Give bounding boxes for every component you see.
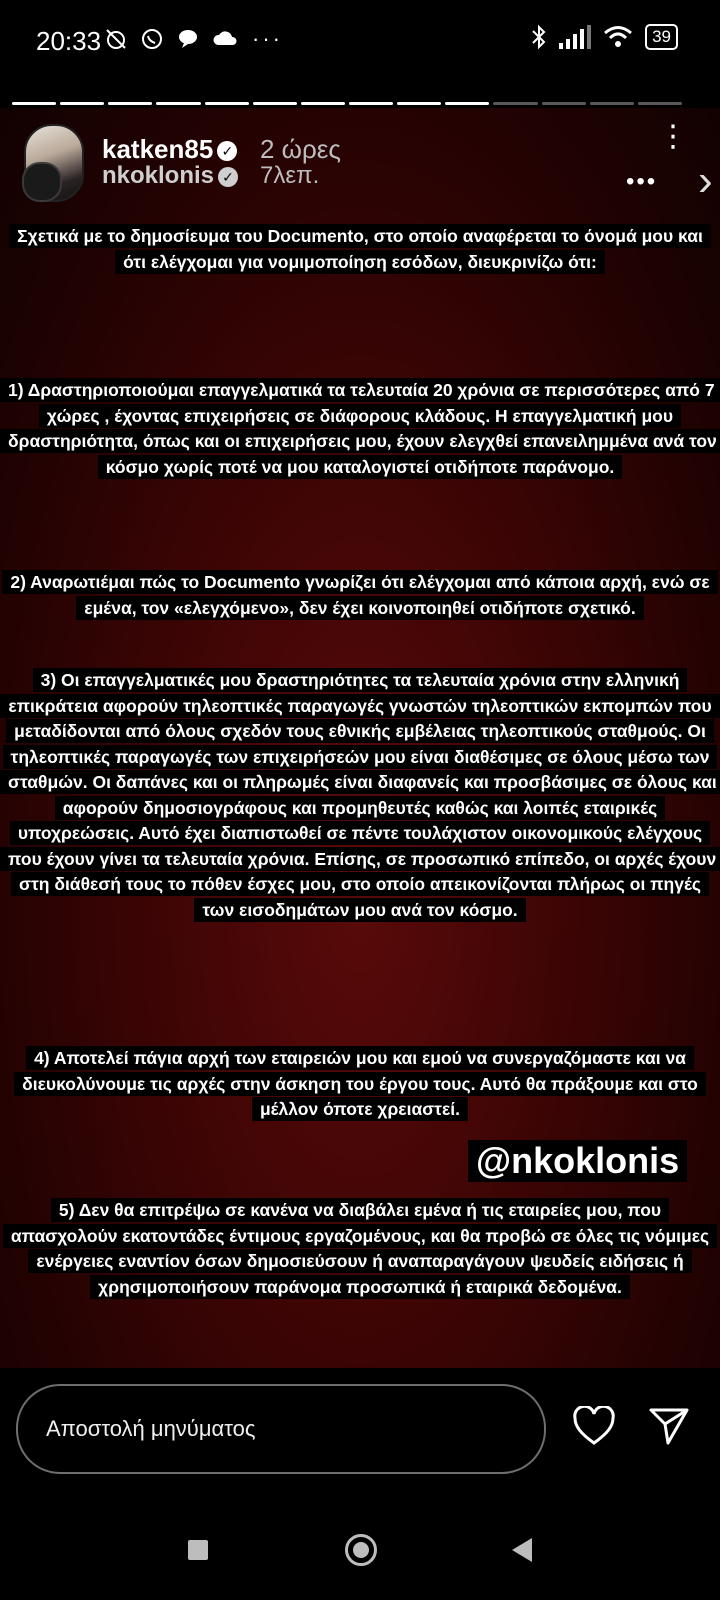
back-button[interactable] (512, 1538, 532, 1562)
signal-icon (559, 25, 591, 49)
send-icon[interactable] (648, 1406, 690, 1446)
paragraph-text: 2) Αναρωτιέμαι πώς το Documento γνωρίζει ότι ελέγχομαι από κάποια αρχή, ενώ σε εμένα, τον «ελεγχόμενο», δεν έχει κοινοποιηθεί οτιδήποτε σχετικό. (2, 570, 717, 620)
status-bar (0, 0, 720, 82)
heart-icon[interactable] (572, 1406, 616, 1446)
progress-segment (12, 102, 56, 105)
progress-segment (638, 102, 682, 105)
mention-tag[interactable]: @nkoklonis (468, 1140, 687, 1182)
progress-segment (60, 102, 104, 105)
post-time-secondary: 7λεπ. (260, 162, 320, 189)
progress-segment (445, 102, 489, 105)
story-paragraph-2 (0, 570, 720, 621)
progress-segment (253, 102, 297, 105)
status-left-icons (104, 26, 283, 52)
progress-segment (301, 102, 345, 105)
more-horizontal-glyph: ••• (626, 168, 658, 195)
progress-segment (493, 102, 537, 105)
verified-badge-icon: ✓ (218, 167, 238, 187)
story-progress (12, 102, 682, 105)
progress-segment (397, 102, 441, 105)
story-paragraph-4 (0, 1046, 720, 1123)
paragraph-text: 3) Οι επαγγελματικές μου δραστηριότητες τα τελευταία χρόνια στην ελληνική επικράτεια αφορούν τηλεοπτικές παραγωγές γνωστών τηλεοπτικών εκπομπών που μεταδίδονται από όλους σχεδόν τους εθνικής εμβέλειας τηλεοπτικούς σταθμούς. Οι τηλεοπτικές παραγωγές των επιχειρήσεών μου είναι διαθέσιμες σε όλους μέσω των σταθμών. Οι δαπάνες και οι πληρωμές είναι διαφανείς και προσβάσιμες σε όλους και αφορούν δημοσιογράφους και προμηθευτές καθώς και λοιπές εταιρικές υποχρεώσεις. Αυτό έχει διαπιστωθεί σε πέντε τουλάχιστον οικονομικούς ελέγχους που έχουν γίνει τα τελευταία χρόνια. Επίσης, σε προσωπικό επίπεδο, οι αρχές έχουν στη διάθεσή τους το πόθεν έσχες μου, στο οποίο απεικονίζονται πλήρως οι πηγές των εισοδημάτων μου ανά τον κόσμο. (0, 668, 720, 922)
progress-segment (349, 102, 393, 105)
system-nav-bar (0, 1520, 720, 1600)
next-story-icon[interactable] (698, 156, 713, 206)
progress-segment (542, 102, 586, 105)
more-dots-icon: ··· (252, 26, 283, 51)
message-input[interactable] (18, 1386, 544, 1472)
wifi-icon (603, 25, 633, 49)
home-button[interactable] (345, 1534, 377, 1566)
paragraph-text: 5) Δεν θα επιτρέψω σε κανένα να διαβάλει εμένα ή τις εταιρείες μου, που απασχολούν εκατοντάδες έντιμους εργαζομένους, και θα προβώ σε όλες τις νόμιμες ενέργειες εναντίον όσων δημοσιεύσουν ή αναπαραγάγουν ψευδείς ειδήσεις ή χρησιμοποιήσουν παράνομα προσωπικά ή εταιρικά δεδομένα. (3, 1198, 717, 1299)
avatar-secondary[interactable] (22, 162, 62, 202)
paragraph-text: 4) Αποτελεί πάγια αρχή των εταιρειών μου και εμού να συνεργαζόμαστε και να διευκολύνουμε τις αρχές στην άσκηση του έργου τους. Αυτό θα πράξουμε και στο μέλλον όποτε χρειαστεί. (14, 1046, 706, 1121)
story-paragraph-5 (0, 1198, 720, 1300)
story-paragraph-1 (0, 378, 720, 480)
more-horizontal-icon[interactable] (626, 168, 657, 196)
post-time-primary: 2 ώρες (260, 134, 341, 164)
paragraph-text: 1) Δραστηριοποιούμαι επαγγελματικά τα τελευταία 20 χρόνια σε περισσότερες από 7 χώρες , έχοντας επιχειρήσεις σε διάφορους κλάδους. Η επαγγελματική μου δραστηριότητα, όπως και οι επιχειρήσεις μου, έχουν ελεγχθεί επανειλημμένα ανά τον κόσμο χωρίς ποτέ να μου καταλογιστεί οτιδήποτε παράνομο. (0, 378, 720, 479)
story-paragraph-intro (0, 224, 720, 275)
more-options-icon[interactable] (658, 120, 688, 153)
progress-segment (590, 102, 634, 105)
status-right-icons (531, 24, 678, 50)
more-options-glyph: ⋮ (658, 120, 688, 153)
bluetooth-icon (531, 24, 547, 50)
whatsapp-icon (140, 27, 164, 51)
progress-segment (205, 102, 249, 105)
paragraph-text: Σχετικά με το δημοσίευμα του Documento, στο οποίο αναφέρεται το όνομά μου και ότι ελέγχομαι για νομιμοποίηση εσόδων, διευκρινίζω ότι: (9, 224, 711, 274)
progress-segment (108, 102, 152, 105)
chat-icon (176, 27, 200, 51)
username-primary[interactable] (102, 134, 237, 165)
mute-alarm-icon (104, 27, 128, 51)
progress-segment (156, 102, 200, 105)
username-primary-label: katken85 (102, 134, 214, 164)
cloud-icon (212, 27, 240, 51)
next-story-glyph: › (698, 156, 713, 205)
message-input-container[interactable] (16, 1384, 546, 1474)
username-secondary-label: nkoklonis (102, 162, 215, 189)
username-secondary[interactable] (102, 162, 238, 190)
story-header (20, 118, 720, 208)
story-paragraph-3 (0, 668, 720, 923)
verified-badge-icon: ✓ (217, 141, 237, 161)
recents-button[interactable] (188, 1540, 208, 1560)
battery-indicator: 39 (645, 24, 678, 50)
status-time: 20:33 (36, 26, 102, 56)
